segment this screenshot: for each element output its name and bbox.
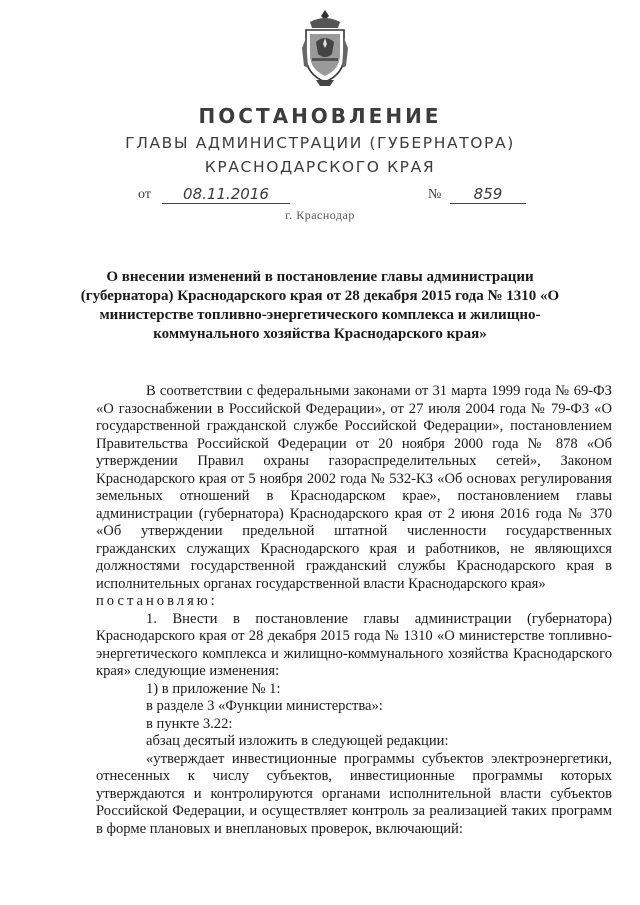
item-1-paragraph: 1. Внести в постановление главы администрации (губернатора) Краснодарского края от 28 декабря 2015 года № 1310 «О министерстве топливно-энергетического комплекса и жилищно-коммунального хозяйства Краснодарского края» следующие изменения: [96, 610, 612, 679]
number-label: № [428, 187, 442, 202]
date-label: от [138, 187, 151, 202]
document-title: О внесении изменений в постановление главы администрации (губернатора) Краснодарского края от 28 декабря 2015 года № 1310 «О министерстве топливно-энергетического комплекса и жилищно-коммунального хозяйства Краснодарского края» [80, 269, 560, 342]
clause-line: в пункте 3.22: [146, 715, 233, 732]
date-field: 08.11.2016 [162, 185, 290, 204]
preamble-paragraph: В соответствии с федеральными законами от 31 марта 1999 года № 69-ФЗ «О газоснабжении в Российской Федерации», от 27 июля 2004 года № 79-ФЗ «О государственной гражданской службе Российской Федерации», постановлением Правительства Российской Федерации от 20 ноября 2000 года № 878 «Об утверждении Правил охраны газораспределительных сетей», Законом Краснодарского края от 5 ноября 2002 года № 532-КЗ «Об основах регулирования земельных отношений в Краснодарском крае», постановлением главы администрации (губернатора) Краснодарского края от 2 июня 2016 года № 370 «Об утверждении предельной штатной численности государственных гражданских служащих Краснодарского края и работников, не являющихся должностями государственной гражданский службы Краснодарского края в исполнительных органах государственной власти Краснодарского края» [96, 383, 612, 592]
issuer-heading: ГЛАВЫ АДМИНИСТРАЦИИ (ГУБЕРНАТОРА) [125, 134, 515, 152]
city-label: г. Краснодар [285, 208, 355, 222]
document-body [96, 383, 612, 838]
section-line: в разделе 3 «Функции министерства»: [146, 698, 383, 714]
decree-word: постановляю: [96, 593, 218, 609]
subitem-line: 1) в приложение № 1: [146, 680, 281, 697]
date-number-row [0, 185, 640, 207]
document-type-heading: ПОСТАНОВЛЕНИЕ [198, 104, 442, 128]
new-wording-paragraph: «утверждает инвестиционные программы субъектов электроэнергетики, отнесенных к числу субъектов, инвестиционные программы которых утверждаются и контролируются органами исполнительной власти субъектов Российской Федерации, и осуществляет контроль за реализацией таких программ в форме плановых и внеплановых проверок, включающий: [96, 750, 612, 837]
krasnodar-coat-of-arms-emblem [302, 8, 348, 88]
instruction-line: абзац десятый изложить в следующей редакции: [146, 733, 449, 749]
region-heading: КРАСНОДАРСКОГО КРАЯ [204, 158, 436, 176]
number-field: 859 [450, 185, 526, 204]
